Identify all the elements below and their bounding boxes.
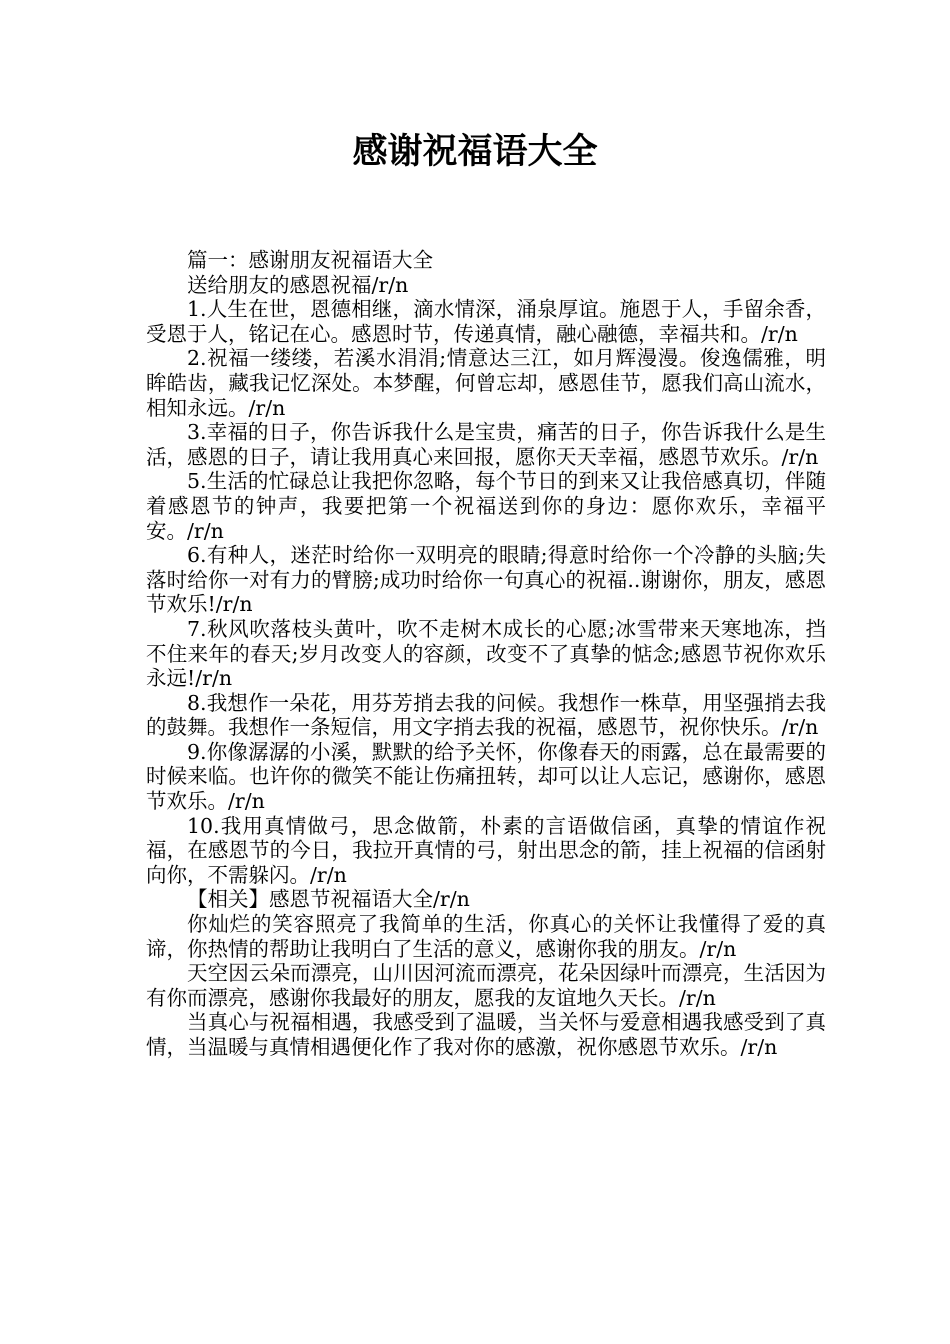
paragraph: 10.我用真情做弓，思念做箭，朴素的言语做信函，真挚的情谊作祝福，在感恩节的今日，我拉开真情的弓，射出思念的箭，挂上祝福的信函射向你，不需躲闪。/r/n — [146, 813, 826, 887]
paragraph: 7.秋风吹落枝头黄叶，吹不走树木成长的心愿;冰雪带来天寒地冻，挡不住来年的春天;岁月改变人的容颜，改变不了真挚的惦念;感恩节祝你欢乐永远!/r/n — [146, 616, 826, 691]
paragraph: 当真心与祝福相遇，我感受到了温暖，当关怀与爱意相遇我感受到了真情，当温暖与真情相遇便化作了我对你的感激，祝你感恩节欢乐。/r/n — [146, 1010, 826, 1059]
paragraph: 1.人生在世，恩德相继，滴水情深，涌泉厚谊。施恩于人，手留余香，受恩于人，铭记在心。感恩时节，传递真情，融心融德，幸福共和。/r/n — [146, 297, 826, 346]
paragraph: 6.有种人，迷茫时给你一双明亮的眼睛;得意时给你一个冷静的头脑;失落时给你一对有力的臂膀;成功时给你一句真心的祝福..谢谢你，朋友，感恩节欢乐!/r/n — [146, 543, 826, 617]
paragraph: 天空因云朵而漂亮，山川因河流而漂亮，花朵因绿叶而漂亮，生活因为有你而漂亮，感谢你我最好的朋友，愿我的友谊地久天长。/r/n — [146, 961, 826, 1010]
paragraph: 5.生活的忙碌总让我把你忽略，每个节日的到来又让我倍感真切，伴随着感恩节的钟声，我要把第一个祝福送到你的身边：愿你欢乐，幸福平安。/r/n — [146, 469, 826, 543]
paragraph: 8.我想作一朵花，用芬芳捎去我的问候。我想作一株草，用坚强捎去我的鼓舞。我想作一条短信，用文字捎去我的祝福，感恩节，祝你快乐。/r/n — [146, 690, 826, 740]
subheading: 送给朋友的感恩祝福/r/n — [187, 272, 409, 297]
related-heading: 【相关】感恩节祝福语大全/r/n — [187, 887, 470, 912]
section-heading: 篇一：感谢朋友祝福语大全 — [187, 248, 433, 272]
page-title: 感谢祝福语大全 — [352, 132, 598, 172]
paragraph: 2.祝福一缕缕，若溪水涓涓;情意达三江，如月辉漫漫。俊逸儒雅，明眸皓齿，藏我记忆深处。本梦醒，何曾忘却，感恩佳节，愿我们高山流水，相知永远。/r/n — [146, 346, 826, 420]
paragraph: 9.你像潺潺的小溪，默默的给予关怀，你像春天的雨露，总在最需要的时候来临。也许你的微笑不能让伤痛扭转，却可以让人忘记，感谢你，感恩节欢乐。/r/n — [146, 739, 826, 814]
document-body — [146, 248, 826, 1060]
paragraph: 3.幸福的日子，你告诉我什么是宝贵，痛苦的日子，你告诉我什么是生活，感恩的日子，请让我用真心来回报，愿你天天幸福，感恩节欢乐。/r/n — [146, 420, 826, 469]
paragraph: 你灿烂的笑容照亮了我简单的生活，你真心的关怀让我懂得了爱的真谛，你热情的帮助让我明白了生活的意义，感谢你我的朋友。/r/n — [146, 912, 826, 961]
